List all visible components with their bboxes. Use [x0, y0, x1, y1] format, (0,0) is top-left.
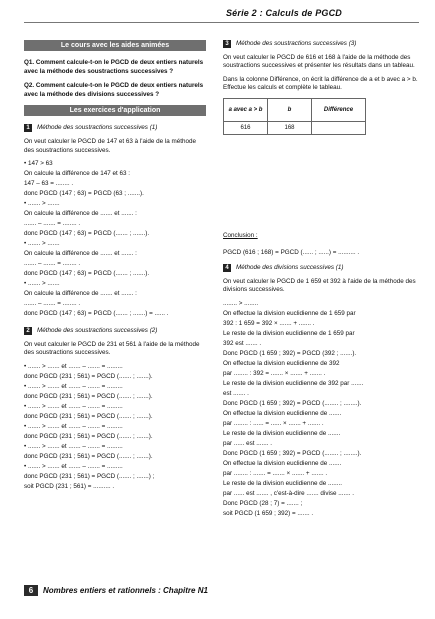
course-banner: Le cours avec les aides animées: [24, 40, 206, 51]
ex4lines-line[interactable]: Le reste de la division euclidienne de 1 659 par: [223, 329, 355, 337]
exercise-4-number: 4: [223, 264, 231, 272]
ex4lines-line[interactable]: par ........ : ...... = ...... × ....... + ....... .: [223, 419, 324, 427]
ex2lines-line[interactable]: donc PGCD (231 ; 561) = PGCD (....... ; .......).: [24, 372, 153, 380]
exercise-2-text: On veut calculer le PGCD de 231 et 561 à l'aide de la méthode des soustractions successives.: [24, 340, 200, 357]
ex2lines-line[interactable]: • ....... > ....... et ....... – ....... = .........: [24, 362, 123, 370]
ex4lines-line[interactable]: est ....... .: [223, 389, 249, 397]
ex4lines-line[interactable]: 392 : 1 659 = 392 × ....... + ....... .: [223, 319, 315, 327]
ex1lines-line[interactable]: donc PGCD (147 ; 63) = PGCD (....... ; .......).: [24, 270, 150, 278]
ex4lines-line[interactable]: par ...... est ....... .: [223, 439, 272, 447]
ex4lines-line[interactable]: 392 est ....... .: [223, 339, 262, 347]
exercise-1-number: 1: [24, 124, 32, 132]
exercise-4-heading: Méthode des divisions successives (1): [236, 264, 344, 272]
ex4lines-line[interactable]: Le reste de la division euclidienne de ........: [223, 479, 343, 487]
ex2lines-line[interactable]: donc PGCD (231 ; 561) = PGCD (....... ; .......).: [24, 432, 153, 440]
ex4lines-line[interactable]: Donc PGCD (28 ; 7) = ....... ;: [223, 499, 303, 507]
header-rule: [24, 22, 419, 23]
ex2lines-line[interactable]: • ....... > ....... et ....... – ....... = .........: [24, 462, 123, 470]
exercise-2-lines: [24, 363, 206, 493]
exercise-2-heading: Méthode des soustractions successives (2): [37, 327, 158, 335]
page-header: Série 2 : Calculs de PGCD: [225, 8, 343, 18]
ex1lines-line[interactable]: • ....... > .......: [24, 280, 60, 288]
ex4lines-line[interactable]: par ........ : 392 = ....... × ....... + ....... .: [223, 369, 326, 377]
exercise-3-text-2: Dans la colonne Différence, on écrit la différence de a et b avec a > b.: [223, 75, 418, 83]
ex4lines-line[interactable]: Donc PGCD (1 659 ; 392) = PGCD (........ ; ........).: [223, 449, 362, 457]
table-cell-a[interactable]: 616: [224, 121, 268, 134]
question-1: Q1. Comment calcule-t-on le PGCD de deux entiers naturels avec la méthode des soustractions successives ?: [24, 59, 204, 75]
ex1lines-line[interactable]: donc PGCD (147 ; 63) = PGCD (63 ; .......).: [24, 190, 144, 198]
left-column: [24, 40, 206, 493]
exercise-3-heading: Méthode des soustractions successives (3): [236, 40, 357, 47]
table-answer-space: [223, 135, 419, 232]
ex4lines-line[interactable]: soit PGCD (1 659 ; 392) = ....... .: [223, 509, 314, 517]
exercise-4-text: On veut calculer le PGCD de 1 659 et 392 à l'aide de la méthode des divisions successives.: [223, 277, 416, 294]
table-cell-difference[interactable]: [312, 121, 366, 134]
ex4lines-line[interactable]: par ........ : ....... = ....... × ....... + ....... .: [223, 469, 328, 477]
ex4lines-line[interactable]: On effectue la division euclidienne de .......: [223, 459, 342, 467]
ex1lines-line[interactable]: 147 – 63 = ........ .: [24, 180, 74, 188]
exercise-1-heading: Méthode des soustractions successives (1): [37, 124, 158, 132]
exercise-1-title: [24, 124, 206, 133]
ex2lines-line[interactable]: • ....... > ....... et ....... – ....... = .........: [24, 382, 123, 390]
table-cell-b[interactable]: 168: [268, 121, 312, 134]
exercise-2-number: 2: [24, 327, 32, 335]
exercises-banner: Les exercices d'application: [24, 105, 206, 116]
ex1lines-line[interactable]: On calcule la différence de ....... et ....... :: [24, 210, 137, 218]
page-number: 6: [24, 585, 38, 596]
ex4lines-line[interactable]: On effectue la division euclidienne de 392: [223, 359, 340, 367]
exercise-4-title: [223, 264, 419, 273]
ex4lines-line[interactable]: par ...... est ....... , c'est-à-dire ....... divise ....... .: [223, 489, 355, 497]
exercise-4-lines: [223, 300, 419, 520]
exercise-3-text: On veut calculer le PGCD de 616 et 168 à l'aide de la méthode des soustractions successives et présenter les résultats dans un tableau.: [223, 53, 415, 70]
exercise-3-title: [223, 40, 419, 49]
difference-table: [223, 98, 366, 135]
exercise-3-text-3: Effectue les calculs et complète le tableau.: [223, 84, 342, 92]
ex1lines-line[interactable]: ....... – ....... = ........ .: [24, 300, 81, 308]
exercise-1-lines: [24, 160, 206, 320]
question-2: Q2. Comment calcule-t-on le PGCD de deux entiers naturels avec la méthode des divisions successives ?: [24, 82, 204, 98]
table-header-difference: Différence: [312, 98, 366, 121]
ex4lines-line[interactable]: Donc PGCD (1 659 ; 392) = PGCD (392 ; .......).: [223, 349, 357, 357]
ex2lines-line[interactable]: donc PGCD (231 ; 561) = PGCD (....... ; .......).: [24, 452, 153, 460]
conclusion-pgcd[interactable]: PGCD (616 ; 168) = PGCD (...... ; ......) = .......... .: [223, 248, 360, 256]
ex2lines-line[interactable]: donc PGCD (231 ; 561) = PGCD (....... ; .......).: [24, 412, 153, 420]
ex2lines-line[interactable]: donc PGCD (231 ; 561) = PGCD (....... ; .......) ;: [24, 472, 155, 480]
ex4lines-line[interactable]: Donc PGCD (1 659 ; 392) = PGCD (........ ; ........).: [223, 399, 362, 407]
ex1lines-line[interactable]: On calcule la différence de ....... et ....... :: [24, 290, 137, 298]
ex2lines-line[interactable]: donc PGCD (231 ; 561) = PGCD (....... ; .......).: [24, 392, 153, 400]
ex4lines-line[interactable]: Le reste de la division euclidienne de .......: [223, 429, 341, 437]
exercise-3-number: 3: [223, 40, 231, 48]
ex4lines-line[interactable]: On effectue la division euclidienne de .......: [223, 409, 342, 417]
exercise-1-text: On veut calculer le PGCD de 147 et 63 à l'aide de la méthode des soustractions successives.: [24, 137, 197, 154]
ex1lines-line[interactable]: On calcule la différence de 147 et 63 :: [24, 170, 130, 178]
ex2lines-line[interactable]: • ....... > ....... et ....... – ....... = .........: [24, 422, 123, 430]
ex1lines-line[interactable]: • ....... > .......: [24, 240, 60, 248]
footer-title: Nombres entiers et rationnels : Chapitre N1: [43, 586, 208, 595]
exercise-2-title: [24, 327, 206, 336]
ex4lines-line[interactable]: Le reste de la division euclidienne de 392 par .......: [223, 379, 364, 387]
ex1lines-line[interactable]: ....... – ....... = ........ .: [24, 220, 81, 228]
ex1lines-line[interactable]: On calcule la différence de ....... et ....... :: [24, 250, 137, 258]
right-column: [223, 40, 419, 520]
ex2lines-line[interactable]: • ....... > ....... et ....... – ....... = .........: [24, 402, 123, 410]
conclusion-label: Conclusion :: [223, 231, 258, 239]
ex1lines-line[interactable]: • ....... > .......: [24, 200, 60, 208]
ex1lines-line[interactable]: donc PGCD (147 ; 63) = PGCD (....... ; .......).: [24, 230, 150, 238]
ex1lines-line[interactable]: ....... – ....... = ........ .: [24, 260, 81, 268]
ex1lines-line[interactable]: donc PGCD (147 ; 63) = PGCD (....... ; .......) = ...... .: [24, 310, 169, 318]
page-footer: [24, 585, 214, 597]
ex2lines-line[interactable]: • ....... > ....... et ....... – ....... = .........: [24, 442, 123, 450]
ex4lines-line[interactable]: On effectue la division euclidienne de 1 659 par: [223, 309, 356, 317]
table-header-b: b: [268, 98, 312, 121]
table-header-a: a avec a > b: [224, 98, 268, 121]
ex1lines-line[interactable]: • 147 > 63: [24, 160, 53, 168]
ex4lines-line[interactable]: ........ > ........: [223, 299, 259, 307]
ex2lines-line[interactable]: soit PGCD (231 ; 561) = .......... .: [24, 482, 115, 490]
